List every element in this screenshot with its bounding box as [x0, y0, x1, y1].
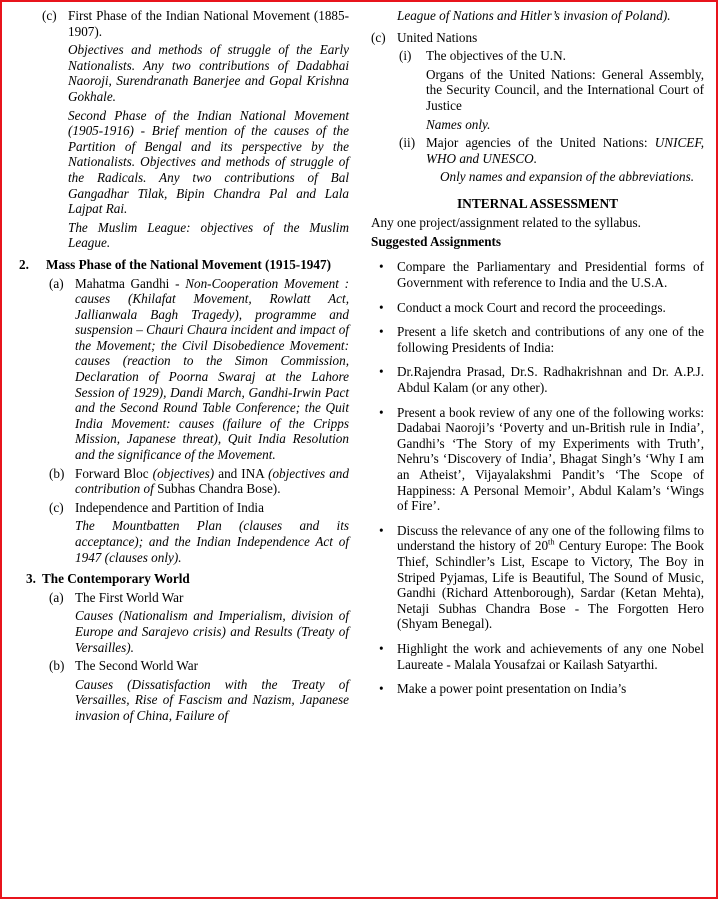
list-marker-c-ii: (ii)	[399, 135, 416, 151]
list-marker-c-i: (i)	[399, 48, 412, 64]
bullet-text: Make a power point presentation on India’s	[397, 681, 627, 697]
continuation-text: League of Nations and Hitler’s invasion of Poland).	[397, 8, 671, 23]
list-marker-2a: (a)	[49, 275, 64, 291]
list-item-c-i	[399, 48, 704, 132]
bullet-text: Dr.Rajendra Prasad, Dr.S. Radhakrishnan and Dr. A.P.J. Abdul Kalam (or any other).	[397, 364, 704, 395]
list-marker-3: 3.	[26, 571, 36, 587]
list-marker-2: 2.	[19, 256, 29, 272]
list-body-2	[46, 257, 349, 273]
list-item-2b	[49, 466, 349, 497]
list-body-c-i	[426, 48, 704, 132]
list-item-1c	[42, 8, 349, 251]
list-item	[375, 405, 704, 514]
bullet-icon: •	[379, 259, 384, 275]
item-3-title: The Contemporary World	[42, 571, 190, 587]
list-item-3	[26, 571, 349, 587]
list-item-2c	[49, 500, 349, 565]
list-item-2a	[49, 276, 349, 463]
list-item	[375, 681, 704, 697]
item-1c-para-2: Second Phase of the Indian National Movement (1905-1916) - Brief mention of the causes of the Partition of Bengal and its perspective by the Nationalists. Objectives and methods of struggle of the Radicals. Any two contributions of Bal Gangadhar Tilak, Bipin Chandra Pal and Lala Lajpat Rai.	[68, 107, 349, 217]
list-item	[375, 300, 704, 316]
bullet-text: Present a book review of any one of the following works: Dadabai Naoroji’s ‘Poverty and un-British rule in India’, Gandhi’s ‘The Story of my Experiments with Truth’, Nehru’s ‘Discovery of India’, Bhagat Singh’s ‘Why I am an Atheist’, Vijayalakshmi Pandit’s ‘The Scope of Happiness: A Personal Memoir’, Abdul Kalam’s ‘Wings of Fire’.	[397, 404, 704, 514]
item-2b-part-4: (objectives and contribution of	[75, 465, 349, 497]
item-2b-part-2: (objectives)	[152, 465, 215, 481]
item-2a-text	[75, 276, 349, 463]
films-text-after: Century Europe: The Book Thief, Schindler’s List, Escape to Victory, The Boy in Striped Pyjamas, Life is Beautiful, The Sound of Music, Gandhi (Richard Attenborough), Sardar (Ketan Mehta), Netaji Subhas Chandra Bose - The Forgotten Hero (Shyam Benegal).	[397, 538, 705, 632]
item-2b-text	[75, 466, 349, 497]
item-3b-para: Causes (Dissatisfaction with the Treaty of Versailles, Rise of Fascism and Nazism, Japanese invasion of China, Failure of	[75, 676, 349, 723]
list-item	[375, 641, 704, 672]
bullet-icon: •	[379, 299, 384, 315]
item-1c-title: First Phase of the Indian National Movement (1885-1907).	[68, 8, 349, 39]
list-body-2a	[75, 276, 349, 463]
two-column-layout	[2, 2, 716, 897]
list-item-2	[19, 257, 349, 273]
item-3a-title: The First World War	[75, 589, 184, 605]
bullet-icon: •	[379, 640, 384, 656]
item-c-ii-lead: Major agencies of the United Nations:	[426, 135, 655, 151]
internal-assessment-line: Any one project/assignment related to the syllabus.	[371, 214, 641, 230]
bullet-text: Present a life sketch and contributions of any one of the following Presidents of India:	[397, 324, 704, 355]
list-item-c-united-nations	[371, 30, 704, 46]
bullet-icon: •	[379, 522, 384, 538]
list-marker-2b: (b)	[49, 465, 65, 481]
continuation-block	[397, 8, 704, 24]
item-2b-part-5: Subhas Chandra Bose).	[153, 481, 281, 497]
list-item-3b	[49, 658, 349, 723]
list-item-3a	[49, 590, 349, 655]
list-body-c	[397, 30, 704, 46]
bullet-text-films	[397, 523, 704, 632]
item-2a-italic: Non-Cooperation Movement : causes (Khilafat Movement, Rowlatt Act, Jallianwala Bagh Tragedy), programme and suspension – Chauri Chaura incident and impact of the Movement; the Civil Disobedience Movement: causes (reaction to the Simon Commission, Declaration of Poorna Swaraj at the Lahore Session of 1929), Dandi March, Gandhi-Irwin Pact and the Second Round Table Conference; the Quit India Movement: causes (failure of the Cripps Mission, Japanese threat), Quit India Resolution and the significance of the Movement.	[75, 275, 350, 463]
left-column	[2, 8, 359, 897]
bullet-text: Conduct a mock Court and record the proceedings.	[397, 299, 666, 315]
item-c-i-title: The objectives of the U.N.	[426, 48, 566, 64]
list-body-2b	[75, 466, 349, 497]
list-marker-3a: (a)	[49, 589, 64, 605]
ordinal-superscript: th	[548, 536, 555, 547]
list-item	[375, 324, 704, 355]
bullet-icon: •	[379, 404, 384, 420]
item-1c-para-3: The Muslim League: objectives of the Muslim League.	[68, 219, 349, 251]
list-body-3a	[75, 590, 349, 655]
list-marker-c: (c)	[371, 29, 386, 45]
item-2-title: Mass Phase of the National Movement (1915-1947)	[46, 256, 331, 272]
list-body-3	[42, 571, 349, 587]
item-c-i-note: Names only.	[426, 116, 491, 132]
item-3a-para: Causes (Nationalism and Imperialism, division of Europe and Sarajevo crisis) and Results (Treaty of Versailles).	[75, 608, 349, 655]
suggested-assignments-heading: Suggested Assignments	[371, 233, 502, 249]
list-body-2c	[75, 500, 349, 565]
item-2a-lead: Mahatma Gandhi -	[75, 275, 186, 291]
films-text-before: Discuss the relevance of any one of the following films to understand the history of 20	[397, 522, 704, 554]
list-marker-1c: (c)	[42, 8, 57, 23]
item-2b-part-1: Forward Bloc	[75, 465, 153, 481]
list-marker-2c: (c)	[49, 499, 64, 515]
bullet-text: Highlight the work and achievements of any one Nobel Laureate - Malala Yousafzai or Kailash Satyarthi.	[397, 640, 704, 672]
right-column	[359, 8, 716, 897]
list-marker-3b: (b)	[49, 658, 65, 674]
list-body-1c	[68, 8, 349, 251]
item-1c-para-1: Objectives and methods of struggle of the Early Nationalists. Any two contributions of Dadabhai Naoroji, Surendranath Banerjee and Gopal Krishna Gokhale.	[68, 42, 349, 104]
item-c-ii-note: Only names and expansion of the abbreviations.	[440, 169, 695, 185]
list-item	[375, 364, 704, 395]
bullet-icon: •	[379, 324, 384, 340]
item-c-i-body: Organs of the United Nations: General Assembly, the Security Council, and the International Court of Justice	[426, 66, 704, 113]
internal-assessment-heading: INTERNAL ASSESSMENT	[456, 195, 619, 211]
bullet-icon: •	[379, 681, 384, 697]
list-body-3b	[75, 658, 349, 723]
list-item	[375, 523, 704, 632]
item-2c-para: The Mountbatten Plan (clauses and its acceptance); and the Indian Independence Act of 1947 (clauses only).	[75, 518, 349, 565]
list-item	[375, 259, 704, 290]
item-c-ii-agencies: UNICEF, WHO and UNESCO.	[426, 135, 704, 166]
item-3b-title: The Second World War	[75, 658, 199, 674]
item-c-title: United Nations	[397, 29, 478, 45]
item-2c-title: Independence and Partition of India	[75, 499, 264, 515]
list-body-c-ii	[426, 135, 704, 185]
list-item-c-ii	[399, 135, 704, 185]
bullet-text: Compare the Parliamentary and Presidential forms of Government with reference to India and the U.S.A.	[397, 259, 704, 291]
item-2b-part-3: and INA	[214, 465, 269, 481]
bullet-icon: •	[379, 364, 384, 380]
item-c-ii-text	[426, 135, 704, 166]
